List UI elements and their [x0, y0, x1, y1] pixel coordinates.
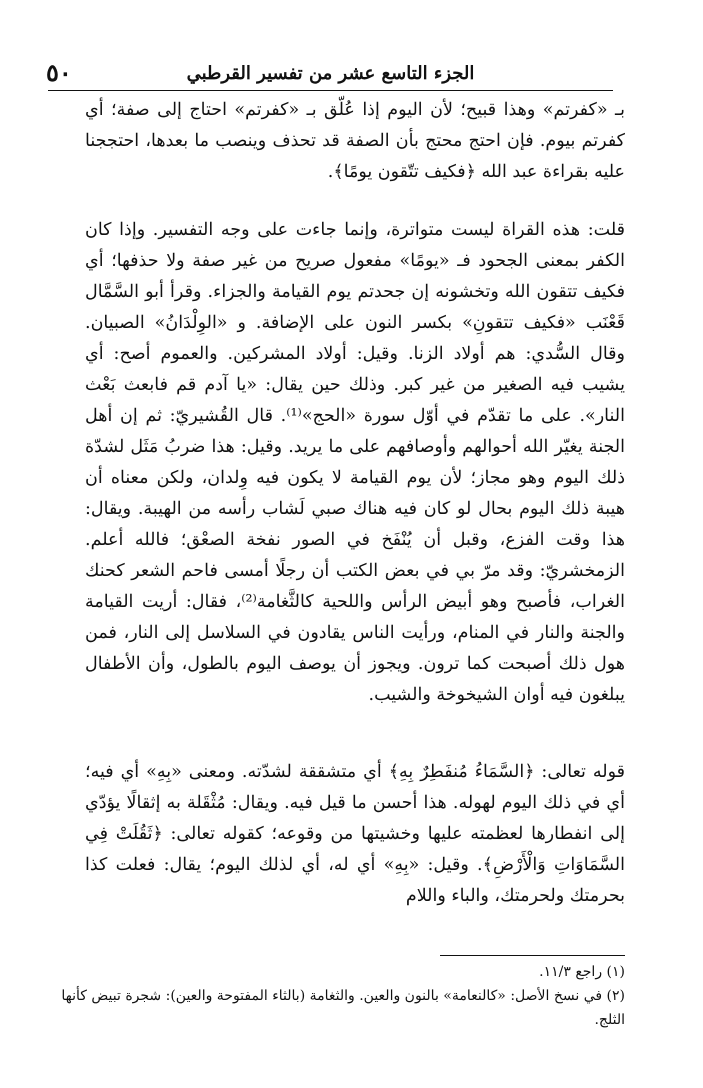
- body-paragraph-verse: [85, 757, 625, 912]
- body-paragraph-commentary: [85, 215, 625, 711]
- running-title: الجزء التاسع عشر من تفسير القرطبي: [186, 63, 475, 84]
- footnotes: [55, 960, 625, 1032]
- paragraph-text: بـ «كفرتم» وهذا قبيح؛ لأن اليوم إذا عُلّق بـ «كفرتم» احتاج إلى صفة؛ أي كفرتم بيوم. فإن احتج محتج بأن الصفة قد تحذف وينصب ما بعدها، احتججنا عليه بقراءة عبد الله ﴿فكيف تتّقون يومًا﴾.: [85, 100, 625, 182]
- paragraph-text: قلت: هذه القراة ليست متواترة، وإنما جاءت على وجه التفسير. وإذا كان الكفر بمعنى الجحود فـ «يومًا» مفعول صريح من غير صفة ولا حذفها؛ أي فكيف تتقون الله وتخشونه إن جحدتم يوم القيامة والجزاء. وقرأ أبو السَّمَّال قَعْنَب «فكيف تتقونِ» بكسر النون على الإضافة. و «الوِلْدَانُ» الصبيان. وقال السُّدي: هم أولاد الزنا. وقيل: أولاد المشركين. والعموم أصح: أي يشيب فيه الصغير من غير كبر. وذلك حين يقال: «يا آدم قم فابعث بَعْث النار». على ما تقدّم في أوّل سورة «الحج»⁽¹⁾. قال القُشيريّ: ثم إن أهل الجنة يغيّر الله أحوالهم وأوصافهم على ما يريد. وقيل: هذا ضربُ مَثَل لشدّة ذلك اليوم وهو مجاز؛ لأن يوم القيامة لا يكون فيه وِلدان، ولكن معناه أن هيبة ذلك اليوم بحال لو كان فيه هناك صبي لَشاب رأسه من الهيبة. ويقال: هذا وقت الفزع، وقبل أن يُنْفَخ في الصور نفخة الصعْق؛ فالله أعلم. الزمخشريّ: وقد مرّ بي في بعض الكتب أن رجلًا أمسى فاحم الشعر كحنك الغراب، فأصبح وهو أبيض الرأس واللحية كالثَّغامة⁽²⁾، فقال: أريت القيامة والجنة والنار في المنام، ورأيت الناس يقادون في السلاسل إلى النار، فمن هول ذلك أصبحت كما ترون. ويجوز أن يوصف اليوم بالطول، وأن الأطفال يبلغون فيه أوان الشيخوخة والشيب.: [85, 220, 625, 705]
- body-paragraph-continuation: [85, 95, 625, 188]
- page-number: ٥٠: [46, 58, 72, 87]
- paragraph-text: قوله تعالى: ﴿السَّمَاءُ مُنفَطِرٌ بِهِ﴾ أي متشققة لشدّته. ومعنى «بِهِ» أي فيه؛ أي في ذلك اليوم لهوله. هذا أحسن ما قيل فيه. ويقال: مُثْقَلة به إثقالًا يؤدّي إلى انفطارها لعظمته عليها وخشيتها من وقوعه؛ كقوله تعالى: ﴿ثَقُلَتْ فِي السَّمَاوَاتِ وَالْأَرْضِ﴾. وقيل: «بِهِ» أي له، أي لذلك اليوم؛ يقال: فعلت كذا بحرمتك ولحرمتك، والباء واللام: [85, 762, 625, 906]
- page-header: [48, 58, 613, 91]
- footnote-2: (٢) في نسخ الأصل: «كالنعامة» بالنون والعين. والثغامة (بالثاء المفتوحة والعين): شجرة تبيض كأنها الثلج.: [61, 988, 625, 1028]
- footnote-separator: [440, 955, 625, 956]
- footnote-1: (١) راجع ١١/٣.: [539, 964, 625, 980]
